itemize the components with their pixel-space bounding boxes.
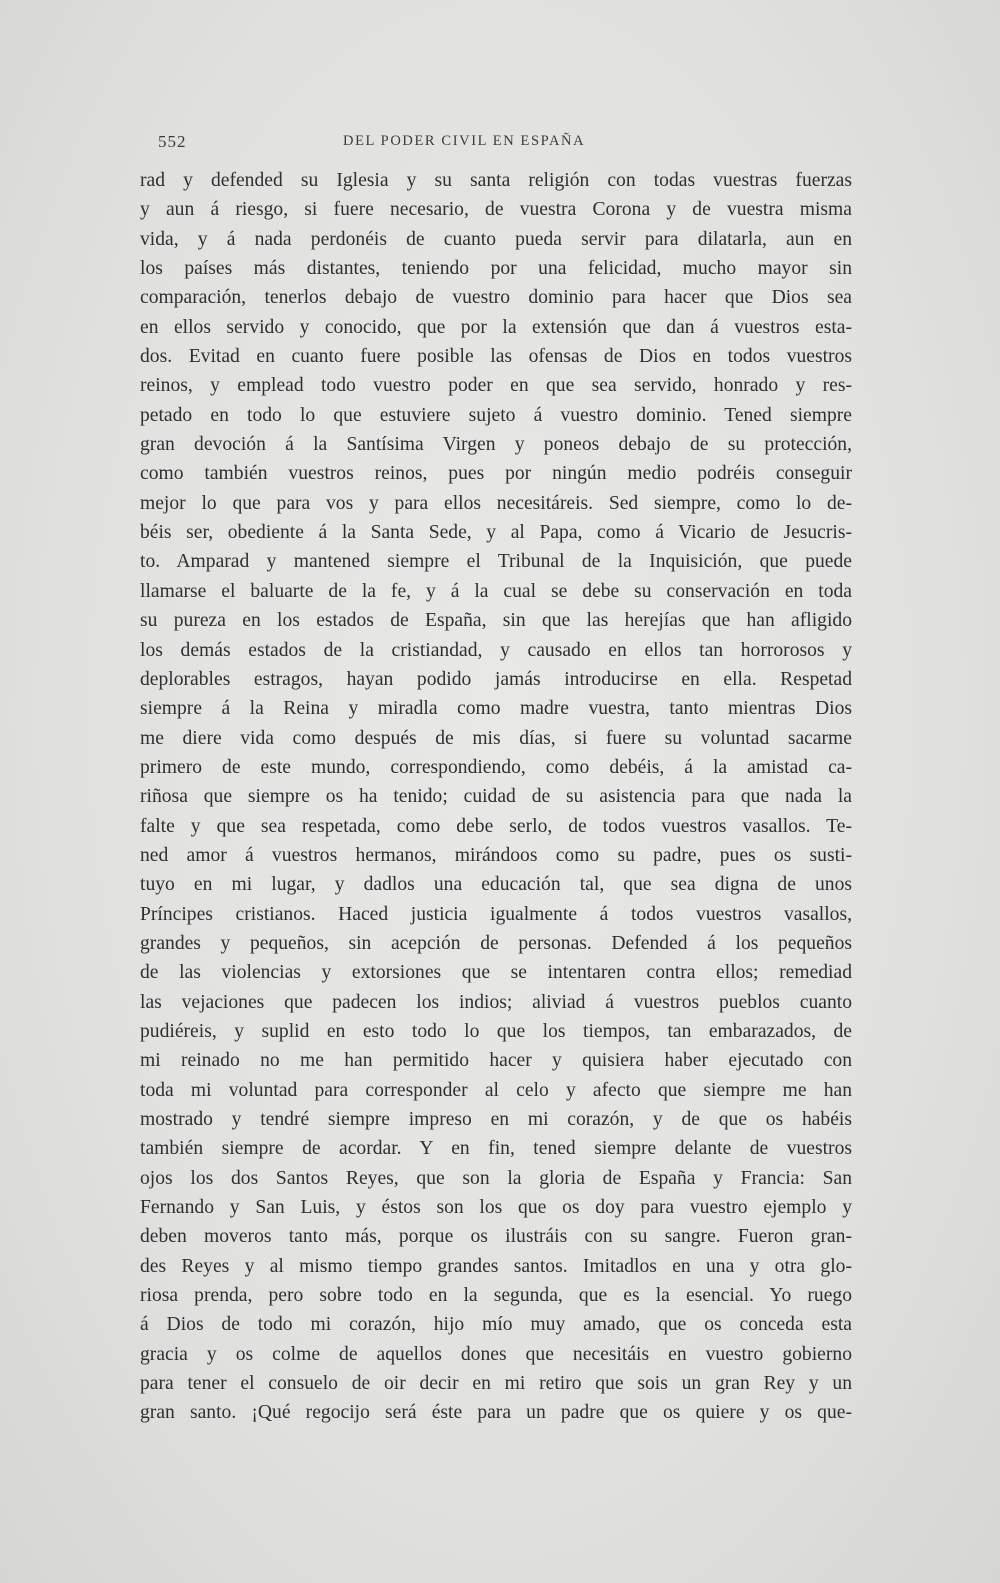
text-line: Fernando y San Luis, y éstos son los que os doy para vuestro ejemplo y (140, 1197, 852, 1219)
text-line: siempre á la Reina y miradla como madre vuestra, tanto mientras Dios (140, 698, 852, 720)
text-line: llamarse el baluarte de la fe, y á la cual se debe su conservación en toda (140, 580, 852, 602)
text-line: tuyo en mi lugar, y dadlos una educación tal, que sea digna de unos (140, 874, 852, 896)
text-line: las vejaciones que padecen los indios; aliviad á vuestros pueblos cuanto (140, 991, 852, 1013)
text-line: ojos los dos Santos Reyes, que son la gloria de España y Francia: San (140, 1167, 852, 1189)
text-line: toda mi voluntad para corresponder al celo y afecto que siempre me han (140, 1079, 852, 1101)
text-line: de las violencias y extorsiones que se intentaren contra ellos; remediad (140, 962, 852, 984)
text-line: para tener el consuelo de oir decir en mi retiro que sois un gran Rey y un (140, 1373, 852, 1395)
text-line: gracia y os colme de aquellos dones que necesitáis en vuestro gobierno (140, 1343, 852, 1365)
running-title: DEL PODER CIVIL EN ESPAÑA (343, 133, 586, 149)
text-line: dos. Evitad en cuanto fuere posible las ofensas de Dios en todos vuestros (140, 346, 852, 368)
text-line: reinos, y emplead todo vuestro poder en que sea servido, honrado y res- (140, 375, 852, 397)
text-line: mejor lo que para vos y para ellos necesitáreis. Sed siempre, como lo de- (140, 492, 852, 514)
text-line: béis ser, obediente á la Santa Sede, y al Papa, como á Vicario de Jesucris- (140, 522, 852, 544)
text-line: y aun á riesgo, si fuere necesario, de vuestra Corona y de vuestra misma (140, 199, 852, 221)
text-line: mostrado y tendré siempre impreso en mi corazón, y de que os habéis (140, 1109, 852, 1130)
text-line: los países más distantes, teniendo por una felicidad, mucho mayor sin (140, 258, 852, 280)
text-line: gran devoción á la Santísima Virgen y poneos debajo de su protección, (140, 434, 852, 456)
text-line: gran santo. ¡Qué regocijo será éste para un padre que os quiere y os que- (140, 1402, 852, 1424)
body-text (140, 166, 852, 1428)
text-line: falte y que sea respetada, como debe serlo, de todos vuestros vasallos. Te- (140, 815, 852, 837)
text-line: ned amor á vuestros hermanos, mirándoos como su padre, pues os susti- (140, 844, 852, 866)
text-line: como también vuestros reinos, pues por ningún medio podréis conseguir (140, 463, 852, 485)
text-line: á Dios de todo mi corazón, hijo mío muy amado, que os conceda esta (140, 1314, 852, 1336)
text-line: en ellos servido y conocido, que por la extensión que dan á vuestros esta- (140, 316, 852, 338)
text-line: también siempre de acordar. Y en fin, tened siempre delante de vuestros (140, 1138, 852, 1160)
page-number: 552 (158, 132, 187, 151)
text-line: los demás estados de la cristiandad, y causado en ellos tan horrorosos y (140, 639, 852, 661)
text-line: deplorables estragos, hayan podido jamás introducirse en ella. Respetad (140, 668, 852, 690)
text-line: petado en todo lo que estuviere sujeto á vuestro dominio. Tened siempre (140, 404, 852, 426)
text-line: me diere vida como después de mis días, si fuere su voluntad sacarme (140, 727, 852, 749)
text-line: riosa prenda, pero sobre todo en la segunda, que es la esencial. Yo ruego (140, 1285, 852, 1307)
text-line: mi reinado no me han permitido hacer y quisiera haber ejecutado con (140, 1050, 852, 1072)
text-line: pudiéreis, y suplid en esto todo lo que los tiempos, tan embarazados, de (140, 1020, 852, 1042)
text-line: su pureza en los estados de España, sin que las herejías que han afligido (140, 610, 852, 632)
text-line: grandes y pequeños, sin acepción de personas. Defended á los pequeños (140, 932, 852, 954)
text-line: primero de este mundo, correspondiendo, como debéis, á la amistad ca- (140, 756, 852, 778)
text-line: des Reyes y al mismo tiempo grandes santos. Imitadlos en una y otra glo- (140, 1255, 852, 1277)
text-line: Príncipes cristianos. Haced justicia igualmente á todos vuestros vasallos, (140, 903, 852, 925)
text-line: deben moveros tanto más, porque os ilustráis con su sangre. Fueron gran- (140, 1226, 852, 1248)
text-line: vida, y á nada perdonéis de cuanto pueda servir para dilatarla, aun en (140, 228, 852, 250)
text-line: comparación, tenerlos debajo de vuestro dominio para hacer que Dios sea (140, 287, 852, 309)
running-header (138, 132, 850, 154)
text-line: to. Amparad y mantened siempre el Tribunal de la Inquisición, que puede (140, 551, 852, 573)
text-line: rad y defended su Iglesia y su santa religión con todas vuestras fuerzas (140, 170, 852, 191)
text-line: riñosa que siempre os ha tenido; cuidad de su asistencia para que nada la (140, 786, 852, 808)
